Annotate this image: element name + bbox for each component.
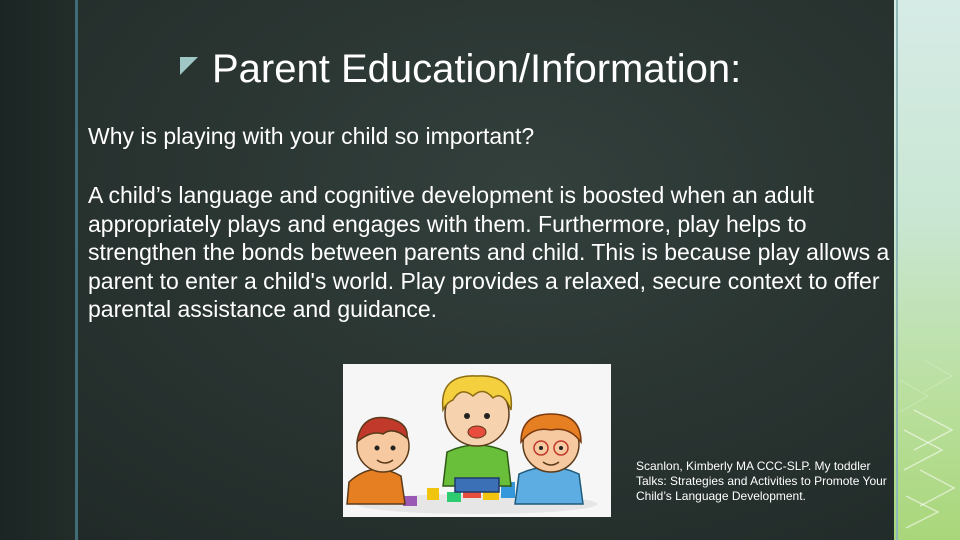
slide-title: Parent Education/Information:: [212, 47, 742, 91]
citation-text: Scanlon, Kimberly MA CCC-SLP. My toddler Talks: Strategies and Activities to Promote Your Child’s Language Development.: [636, 459, 887, 503]
left-accent-rule: [75, 0, 78, 540]
question-text: Why is playing with your child so important?: [88, 123, 535, 149]
body-paragraph: A child’s language and cognitive development is boosted when an adult appropriately plays and engages with them. Furthermore, play helps to strengthen the bonds between parents and child. This is because play allows a parent to enter a child's world. Play provides a relaxed, secure context to offer parental assistance and guidance.: [88, 182, 890, 322]
children-playing-icon: [343, 364, 611, 517]
title-row: [178, 46, 741, 92]
children-playing-illustration: [343, 364, 611, 517]
chevron-pattern-icon: [894, 0, 960, 540]
triangle-bullet-icon: [178, 55, 200, 77]
left-margin-strip: [0, 0, 78, 540]
